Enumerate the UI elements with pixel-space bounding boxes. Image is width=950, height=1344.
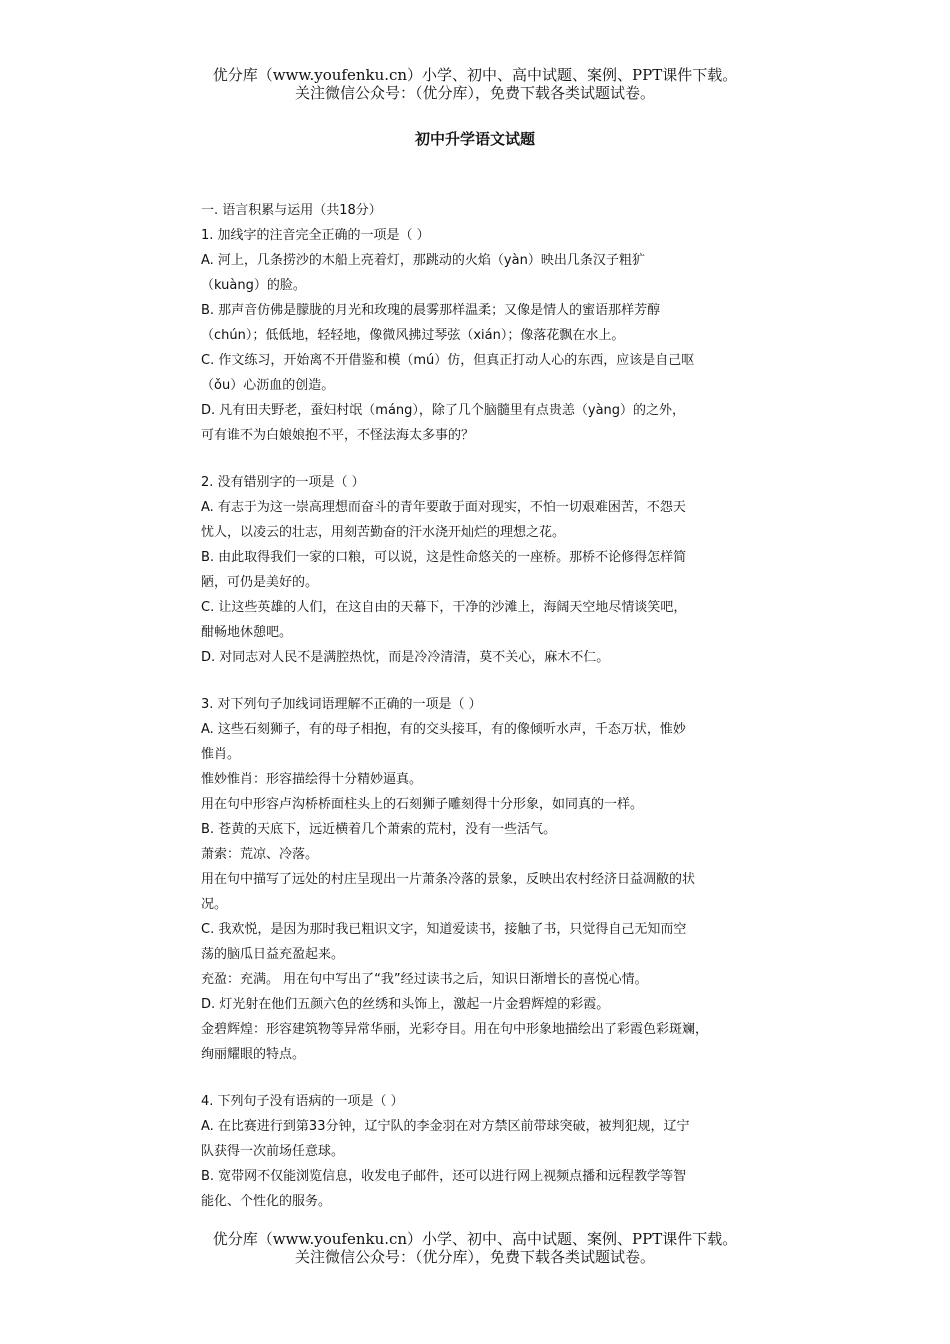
text-line: 3. 对下列句子加线词语理解不正确的一项是（ ） xyxy=(201,697,482,712)
text-line: A. 有志于为这一崇高理想而奋斗的青年要敢于面对现实，不怕一切艰难困苦，不怨天 xyxy=(201,500,686,515)
header-line-2: 关注微信公众号：（优分库），免费下载各类试题试卷。 xyxy=(294,84,655,102)
text-line: 荡的脑瓜日益充盈起来。 xyxy=(201,947,345,962)
text-line: 惟肖。 xyxy=(201,747,241,762)
text-line: 能化、个性化的服务。 xyxy=(201,1194,332,1209)
text-line: （kuàng）的脸。 xyxy=(201,278,306,293)
text-line: 充盈：充满。 用在句中写出了“我”经过读书之后，知识日渐增长的喜悦心情。 xyxy=(201,972,648,987)
question-block xyxy=(201,223,761,448)
text-line: 队获得一次前场任意球。 xyxy=(201,1144,345,1159)
text-line: D. 灯光射在他们五颜六色的丝绣和头饰上，激起一片金碧辉煌的彩霞。 xyxy=(201,997,610,1012)
text-line: C. 我欢悦，是因为那时我已粗识文字，知道爱读书，接触了书，只觉得自己无知而空 xyxy=(201,922,687,937)
text-line: （ǒu）心沥血的创造。 xyxy=(201,378,335,393)
text-line: 金碧辉煌：形容建筑物等异常华丽，光彩夺目。用在句中形象地描绘出了彩霞色彩斑斓， xyxy=(201,1022,709,1037)
text-line: 惟妙惟肖：形容描绘得十分精妙逼真。 xyxy=(201,772,423,787)
footer-line-1: 优分库（www.youfenku.cn）小学、初中、高中试题、案例、PPT课件下载。 xyxy=(212,1230,738,1248)
text-line: 况。 xyxy=(201,897,228,912)
header-line-1: 优分库（www.youfenku.cn）小学、初中、高中试题、案例、PPT课件下载。 xyxy=(212,66,738,84)
part-heading xyxy=(201,198,761,223)
section-gap xyxy=(201,670,761,692)
text-line: A. 在比赛进行到第33分钟，辽宁队的李金羽在对方禁区前带球突破，被判犯规，辽宁 xyxy=(201,1119,690,1134)
text-line: 萧索：荒凉、冷落。 xyxy=(201,847,319,862)
text-line: C. 作文练习，开始离不开借鉴和模（mú）仿，但真正打动人心的东西，应该是自己呕 xyxy=(201,353,695,368)
text-line: 忧人，以凌云的壮志，用刻苦勤奋的汗水浇开灿烂的理想之花。 xyxy=(201,525,566,540)
page-footer xyxy=(0,1230,950,1266)
text-line: C. 让这些英雄的人们，在这自由的天幕下，干净的沙滩上，海阔天空地尽情谈笑吧， xyxy=(201,600,687,615)
text-line: 一. 语言积累与运用（共18分） xyxy=(201,203,382,218)
question-block xyxy=(201,692,761,1067)
text-line: （chún）；低低地，轻轻地，像微风拂过琴弦（xián）；像落花飘在水上。 xyxy=(201,328,625,343)
question-block xyxy=(201,1089,761,1214)
text-line: 酣畅地休憩吧。 xyxy=(201,625,293,640)
text-line: A. 这些石刻狮子，有的母子相抱，有的交头接耳，有的像倾听水声，千态万状，惟妙 xyxy=(201,722,686,737)
document-body xyxy=(201,198,761,1214)
page-header xyxy=(0,66,950,102)
text-line: 用在句中描写了远处的村庄呈现出一片萧条冷落的景象，反映出农村经济日益凋敝的状 xyxy=(201,872,696,887)
question-block xyxy=(201,470,761,670)
text-line: A. 河上，几条捞沙的木船上亮着灯，那跳动的火焰（yàn）映出几条汉子粗犷 xyxy=(201,253,645,268)
text-line: 陋，可仍是美好的。 xyxy=(201,575,319,590)
text-line: B. 由此取得我们一家的口粮，可以说，这是性命悠关的一座桥。那桥不论修得怎样简 xyxy=(201,550,687,565)
text-line: 2. 没有错别字的一项是（ ） xyxy=(201,475,365,490)
text-line: D. 凡有田夫野老，蚕妇村氓（máng），除了几个脑髓里有点贵恙（yàng）的之外， xyxy=(201,403,686,418)
footer-line-2: 关注微信公众号：（优分库），免费下载各类试题试卷。 xyxy=(294,1248,655,1266)
section-gap xyxy=(201,448,761,470)
text-line: D. 对同志对人民不是满腔热忱，而是冷冷清清，莫不关心，麻木不仁。 xyxy=(201,650,610,665)
document-title: 初中升学语文试题 xyxy=(414,130,535,148)
text-line: 4. 下列句子没有语病的一项是（ ） xyxy=(201,1094,404,1109)
text-line: 用在句中形容卢沟桥桥面柱头上的石刻狮子雕刻得十分形象，如同真的一样。 xyxy=(201,797,644,812)
text-line: 可有谁不为白娘娘抱不平，不怪法海太多事的？ xyxy=(201,428,475,443)
text-line: 1. 加线字的注音完全正确的一项是（ ） xyxy=(201,228,430,243)
text-line: B. 宽带网不仅能浏览信息，收发电子邮件，还可以进行网上视频点播和远程教学等智 xyxy=(201,1169,687,1184)
text-line: 绚丽耀眼的特点。 xyxy=(201,1047,306,1062)
section-gap xyxy=(201,1067,761,1089)
text-line: B. 苍黄的天底下，远近横着几个萧索的荒村，没有一些活气。 xyxy=(201,822,557,837)
text-line: B. 那声音仿佛是朦胧的月光和玫瑰的晨雾那样温柔；又像是情人的蜜语那样芳醇 xyxy=(201,303,661,318)
